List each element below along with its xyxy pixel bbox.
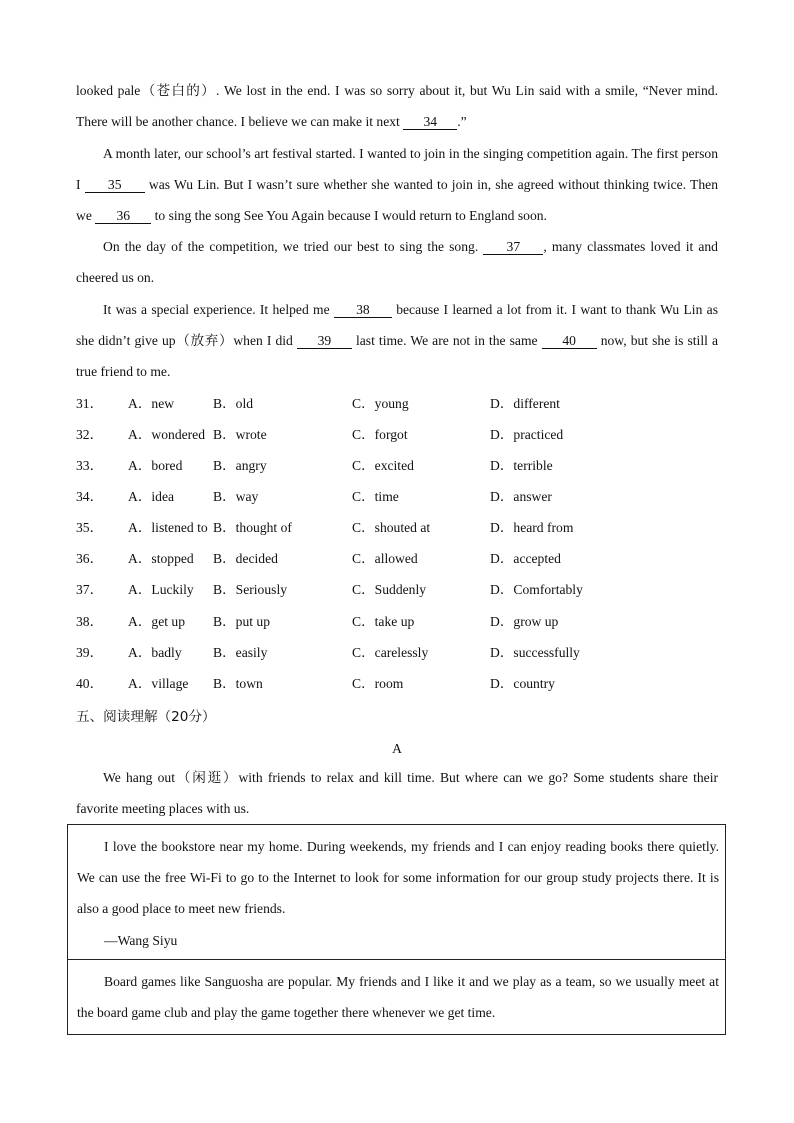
question-row-38 bbox=[76, 606, 716, 637]
question-number: 33． bbox=[76, 458, 104, 473]
option-b: B．easily bbox=[213, 645, 268, 660]
paragraph-text: looked pale（苍白的）. We lost in the end. I was so sorry about it, but Wu Lin said with a smile, “Never mind. There will be another chance. I believe we can make it next bbox=[76, 83, 718, 130]
answer-blank-39: 39 bbox=[297, 333, 352, 349]
option-c: C．carelessly bbox=[352, 645, 429, 660]
reading-intro: We hang out（闲逛）with friends to relax and kill time. But where can we go? Some students share their favorite meeting places with us. bbox=[76, 770, 718, 817]
paragraph-text: , many classmates loved it and cheered us on. bbox=[76, 239, 718, 286]
question-row-35 bbox=[76, 512, 716, 543]
option-c: C．allowed bbox=[352, 551, 418, 566]
paragraph-text: A month later, our school’s art festival started. I wanted to join in the singing competition again. The first person I bbox=[76, 146, 718, 193]
paragraph-text: because I learned a lot from it. I want to thank Wu Lin as she didn’t give up（放弃）when I did bbox=[76, 302, 718, 349]
option-d: D．Comfortably bbox=[490, 582, 583, 597]
paragraph-text: now, but she is still a true friend to me. bbox=[76, 333, 718, 380]
passage-paragraph-3 bbox=[76, 231, 718, 293]
option-c: C．take up bbox=[352, 614, 415, 629]
option-d: D．country bbox=[490, 676, 555, 691]
question-row-39 bbox=[76, 637, 716, 668]
passage-paragraph-1 bbox=[76, 75, 718, 137]
option-b: B．decided bbox=[213, 551, 278, 566]
option-b: B．angry bbox=[213, 458, 267, 473]
question-number: 39． bbox=[76, 645, 104, 660]
student-quotes-table bbox=[67, 824, 726, 1034]
quote-cell-1 bbox=[67, 824, 726, 960]
option-c: C．young bbox=[352, 396, 409, 411]
option-b: B．put up bbox=[213, 614, 271, 629]
question-row-37 bbox=[76, 574, 716, 605]
question-number: 34． bbox=[76, 489, 104, 504]
option-a: A．badly bbox=[128, 645, 182, 660]
option-d: D．heard from bbox=[490, 520, 574, 535]
option-a: A．bored bbox=[128, 458, 183, 473]
question-number: 36． bbox=[76, 551, 104, 566]
option-d: D．terrible bbox=[490, 458, 553, 473]
paragraph-text: last time. We are not in the same bbox=[351, 333, 542, 349]
quote-text: I love the bookstore near my home. During weekends, my friends and I can enjoy reading books there quietly. We can use the free Wi-Fi to go to the Internet to look for some information for our group study projects there. It is also a good place to meet new friends. bbox=[77, 839, 719, 917]
option-a: A．village bbox=[128, 676, 189, 691]
answer-blank-34: 34 bbox=[403, 114, 457, 130]
question-row-31 bbox=[76, 388, 716, 419]
option-d: D．different bbox=[490, 396, 560, 411]
option-c: C．room bbox=[352, 676, 404, 691]
question-row-33 bbox=[76, 450, 716, 481]
option-d: D．answer bbox=[490, 489, 552, 504]
option-c: C．excited bbox=[352, 458, 414, 473]
option-b: B．way bbox=[213, 489, 259, 504]
option-d: D．grow up bbox=[490, 614, 559, 629]
option-d: D．accepted bbox=[490, 551, 561, 566]
passage-paragraph-4 bbox=[76, 294, 718, 388]
paragraph-text: .” bbox=[457, 114, 467, 130]
option-a: A．idea bbox=[128, 489, 175, 504]
answer-blank-37: 37 bbox=[483, 239, 543, 255]
question-number: 31． bbox=[76, 396, 104, 411]
question-row-34 bbox=[76, 481, 716, 512]
section-title: 五、阅读理解（20分） bbox=[76, 709, 216, 725]
option-b: B．wrote bbox=[213, 427, 267, 442]
answer-blank-38: 38 bbox=[334, 302, 392, 318]
quote-cell-2 bbox=[67, 959, 726, 1035]
option-d: D．practiced bbox=[490, 427, 564, 442]
option-a: A．get up bbox=[128, 614, 186, 629]
question-number: 40． bbox=[76, 676, 104, 691]
answer-blank-35: 35 bbox=[85, 177, 145, 193]
option-a: A．wondered bbox=[128, 427, 206, 442]
answer-blank-36: 36 bbox=[95, 208, 151, 224]
paragraph-text: to sing the song See You Again because I would return to England soon. bbox=[151, 208, 547, 224]
option-c: C．Suddenly bbox=[352, 582, 427, 597]
passage-paragraph-2 bbox=[76, 138, 718, 232]
option-b: B．thought of bbox=[213, 520, 292, 535]
paragraph-text: It was a special experience. It helped me bbox=[103, 302, 334, 317]
question-row-36 bbox=[76, 543, 716, 574]
answer-blank-40: 40 bbox=[542, 333, 597, 349]
option-a: A．new bbox=[128, 396, 175, 411]
option-d: D．successfully bbox=[490, 645, 580, 660]
option-c: C．shouted at bbox=[352, 520, 431, 535]
option-b: B．town bbox=[213, 676, 263, 691]
paragraph-text: was Wu Lin. But I wasn’t sure whether she wanted to join in, she agreed without thinking twice. Then we bbox=[76, 177, 718, 224]
option-b: B．Seriously bbox=[213, 582, 288, 597]
quote-text: Board games like Sanguosha are popular. My friends and I like it and we play as a team, so we usually meet at the board game club and play the game together there whenever we get time. bbox=[77, 974, 719, 1021]
option-a: A．stopped bbox=[128, 551, 194, 566]
passage-label: A bbox=[392, 741, 402, 756]
question-row-40 bbox=[76, 668, 716, 699]
option-c: C．time bbox=[352, 489, 399, 504]
option-c: C．forgot bbox=[352, 427, 408, 442]
question-row-32 bbox=[76, 419, 716, 450]
question-number: 32． bbox=[76, 427, 104, 442]
quote-author: —Wang Siyu bbox=[104, 933, 178, 948]
question-number: 37． bbox=[76, 582, 104, 597]
option-b: B．old bbox=[213, 396, 254, 411]
option-a: A．listened to bbox=[128, 520, 208, 535]
paragraph-text: On the day of the competition, we tried our best to sing the song. bbox=[103, 239, 484, 254]
question-number: 35． bbox=[76, 520, 104, 535]
question-number: 38． bbox=[76, 614, 104, 629]
option-a: A．Luckily bbox=[128, 582, 194, 597]
